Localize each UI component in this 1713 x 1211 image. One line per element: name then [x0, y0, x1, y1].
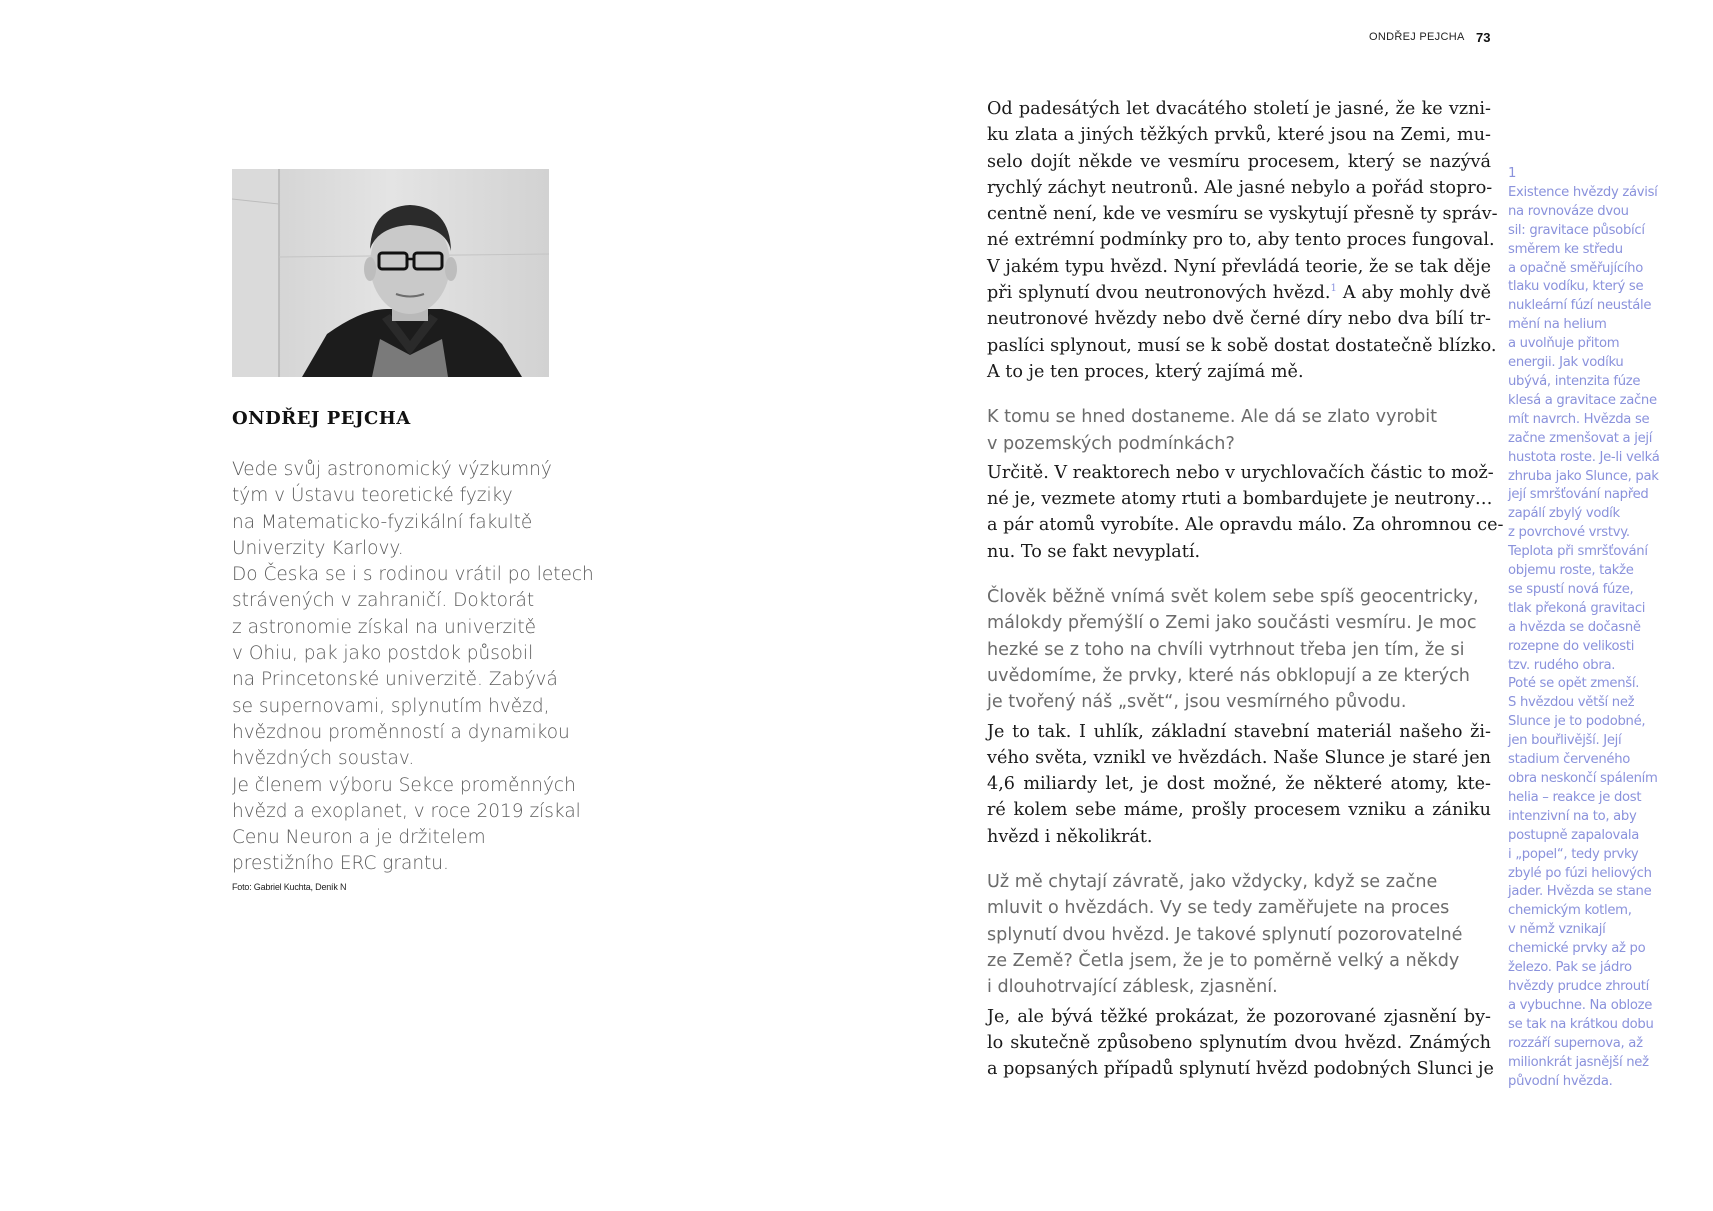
sidenote-line: hvězdy prudce zhroutí: [1508, 978, 1650, 994]
sidenote-line: v němž vznikají: [1508, 922, 1606, 938]
text-line: K tomu se hned dostaneme. Ale dá se zlato vyrobit: [987, 407, 1438, 428]
text-line: mluvit o hvězdách. Vy se tedy zaměřujete na proces: [987, 898, 1450, 919]
text-line: Člověk běžně vnímá svět kolem sebe spíš geocentricky,: [987, 587, 1479, 608]
bio-line: tým v Ústavu teoretické fyziky: [232, 485, 513, 507]
author-name-heading: ONDŘEJ PEJCHA: [232, 408, 411, 429]
sidenote-line: postupně zapalovala: [1508, 827, 1639, 843]
text-line: lo skutečně způsobeno splynutím dvou hvězd. Známých: [987, 1032, 1491, 1053]
text-line: splynutí dvou hvězd. Je takové splynutí pozorovatelné: [987, 924, 1463, 945]
sidenote-line: tlak překoná gravitaci: [1508, 600, 1646, 616]
sidenote-line: obra neskončí spálením: [1508, 771, 1658, 786]
answer-paragraph: [987, 96, 1498, 385]
sidenote-line: a vybuchne. Na obloze: [1508, 997, 1653, 1013]
text-line: centně není, kde ve vesmíru se vyskytují přesně ty správ-: [987, 204, 1498, 225]
sidenote-line: se tak na krátkou dobu: [1508, 1016, 1654, 1032]
sidenote-line: chemické prvky až po: [1508, 941, 1646, 957]
bio-line: hvězd a exoplanet, v roce 2019 získal: [232, 800, 581, 822]
sidenote-line: původní hvězda.: [1508, 1073, 1613, 1089]
sidenote-line: Slunce je to podobné,: [1508, 714, 1646, 730]
sidenote-line: hustota roste. Je-li velká: [1508, 449, 1660, 465]
text-line: uvědomíme, že prvky, které nás obklopují a ze kterých: [987, 665, 1470, 686]
sidenote-line: i „popel“, tedy prvky: [1508, 846, 1639, 862]
sidenote-line: Existence hvězdy závisí: [1508, 184, 1658, 200]
sidenote-line: začne zmenšovat a její: [1508, 430, 1653, 446]
sidenote-line: objemu roste, takže: [1508, 563, 1634, 579]
sidenote-line: zapálí zbylý vodík: [1508, 506, 1620, 522]
sidenote-line: nukleární fúzí neustále: [1508, 298, 1652, 314]
bio-line: hvězdných soustav.: [232, 748, 415, 770]
author-bio: [232, 457, 612, 878]
answer-paragraph: [987, 460, 1504, 565]
text-line: selo dojít někde ve vesmíru procesem, který se nazývá: [987, 151, 1491, 172]
text-line: A to je ten proces, který zajímá mě.: [987, 361, 1304, 382]
text-line: Už mě chytají závratě, jako vždycky, když se začne: [987, 872, 1438, 893]
text-line: né je, vezmete atomy rtuti a bombardujete je neutrony…: [987, 489, 1493, 510]
sidenote-line: intenzivní na to, aby: [1508, 808, 1637, 824]
sidenote-line: mění na helium: [1508, 317, 1607, 333]
bio-line: na Princetonské univerzitě. Zabývá: [232, 669, 558, 691]
text-line: hezké se z toho na chvíli vytrhnout třeba jen tím, že si: [987, 639, 1465, 660]
sidenote-line: a hvězda se dočasně: [1508, 619, 1641, 635]
sidenote-line: z povrchové vrstvy.: [1508, 525, 1630, 541]
sidenote-line: směrem ke středu: [1508, 241, 1623, 257]
sidenote-line: tlaku vodíku, který se: [1508, 279, 1644, 295]
sidenote-line: tzv. rudého obra.: [1508, 657, 1616, 673]
text-line: ku zlata a jiných těžkých prvků, které jsou na Zemi, mu-: [987, 125, 1491, 146]
sidenote-line: milionkrát jasnější než: [1508, 1054, 1649, 1070]
sidenote-line: zhruba jako Slunce, pak: [1508, 468, 1659, 484]
text-line: ré kolem sebe máme, prošly procesem vzniku a zániku: [987, 800, 1491, 821]
text-line: málokdy přemýšlí o Zemi jako součásti vesmíru. Je moc: [987, 613, 1477, 634]
article-column: [987, 96, 1504, 1082]
sidenote-line: mít navrch. Hvězda se: [1508, 411, 1650, 427]
sidenote-line: Teplota při smršťování: [1508, 544, 1648, 560]
text-line: neutronové hvězdy nebo dvě černé díry nebo dva bílí tr-: [987, 309, 1491, 330]
text-line: Je, ale bývá těžké prokázat, že pozorované zjasnění by-: [987, 1006, 1491, 1027]
sidenote-line: se spustí nová fúze,: [1508, 581, 1634, 597]
text-line: paslíci splynout, musí se k sobě dostat dostatečně blízko.: [987, 335, 1497, 356]
text-line: i dlouhotrvající záblesk, zjasnění.: [987, 977, 1278, 998]
bio-line: na Matematicko-fyzikální fakultě: [232, 511, 533, 533]
bio-line: z astronomie získal na univerzitě: [232, 616, 536, 638]
question-paragraph: [987, 404, 1491, 457]
text-line: [987, 280, 1491, 306]
sidenote-line: železo. Pak se jádro: [1508, 960, 1632, 976]
sidenote-line: energii. Jak vodíku: [1508, 355, 1624, 371]
bio-line: Univerzity Karlovy.: [232, 537, 404, 559]
sidenote-line: ubývá, intenzita fúze: [1508, 373, 1641, 389]
answer-paragraph: [987, 1004, 1494, 1083]
sidenote-line: stadium červeného: [1508, 752, 1631, 768]
portrait-image-icon: [232, 169, 549, 377]
sidenote-line: jen bouřlivější. Její: [1508, 733, 1622, 749]
sidenote-line: a opačně směřujícího: [1508, 260, 1643, 276]
text-segment: při splynutí dvou neutronových hvězd.: [987, 283, 1331, 304]
footnote-reference[interactable]: 1: [1330, 283, 1337, 295]
bio-line: strávených v zahraničí. Doktorát: [232, 590, 535, 612]
text-line: v pozemských podmínkách?: [987, 433, 1235, 454]
text-line: 4,6 miliardy let, je dost možné, že některé atomy, kte-: [987, 774, 1491, 795]
sidenote-number: 1: [1508, 166, 1517, 181]
text-line: Určitě. V reaktorech nebo v urychlovačích částic to mož-: [987, 462, 1494, 483]
bio-line: Do Česka se i s rodinou vrátil po letech: [232, 564, 594, 586]
text-line: hvězd i několikrát.: [987, 826, 1153, 847]
bio-line: se supernovami, splynutím hvězd,: [232, 695, 550, 717]
author-portrait-photo: [232, 169, 549, 377]
bio-line: hvězdnou proměnností a dynamikou: [232, 721, 570, 743]
text-line: Je to tak. I uhlík, základní stavební materiál našeho ži-: [987, 721, 1491, 742]
sidenote-line: na rovnováze dvou: [1508, 203, 1629, 219]
sidenote-line: S hvězdou větší než: [1508, 695, 1635, 711]
sidenote-footnote-1: [1508, 165, 1663, 1091]
sidenote-line: sil: gravitace působící: [1508, 222, 1645, 238]
text-line: je tvořený náš „svět“, jsou vesmírného původu.: [987, 692, 1407, 713]
question-paragraph: [987, 869, 1491, 1000]
sidenote-line: chemickým kotlem,: [1508, 903, 1632, 919]
bio-line: v Ohiu, pak jako postdok působil: [232, 643, 534, 665]
sidenote-line: rozepne do velikosti: [1508, 638, 1635, 654]
bio-line: Je členem výboru Sekce proměnných: [232, 774, 576, 796]
text-line: Od padesátých let dvacátého století je jasné, že ke vzni-: [987, 99, 1491, 119]
sidenote-line: a uvolňuje přitom: [1508, 336, 1620, 352]
question-paragraph: [987, 584, 1491, 715]
text-line: vého světa, vznikl ve hvězdách. Naše Slunce je staré jen: [987, 747, 1491, 768]
text-line: nu. To se fakt nevyplatí.: [987, 541, 1201, 562]
text-line: ze Země? Četla jsem, že je to poměrně velký a někdy: [987, 950, 1460, 971]
running-head-title: ONDŘEJ PEJCHA: [1369, 31, 1465, 43]
page-number: 73: [1476, 30, 1491, 45]
sidenote-line: klesá a gravitace začne: [1508, 392, 1657, 408]
sidenote-line: jader. Hvězda se stane: [1508, 884, 1652, 900]
bio-line: Vede svůj astronomický výzkumný: [232, 459, 552, 480]
answer-paragraph: [987, 719, 1491, 850]
text-line: V jakém typu hvězd. Nyní převládá teorie, že se tak děje: [987, 256, 1491, 277]
bio-line: Cenu Neuron a je držitelem: [232, 827, 486, 849]
text-line: a popsaných případů splynutí hvězd podobných Slunci je: [987, 1059, 1494, 1080]
sidenote-line: Poté se opět zmenší.: [1508, 676, 1640, 692]
text-line: a pár atomů vyrobíte. Ale opravdu málo. Za ohromnou ce-: [987, 515, 1504, 536]
sidenote-line: helia – reakce je dost: [1508, 789, 1642, 805]
sidenote-line: její smršťování napřed: [1508, 487, 1649, 503]
sidenote-line: rozzáří supernova, až: [1508, 1035, 1643, 1051]
text-segment: A aby mohly dvě: [1336, 283, 1491, 304]
photo-credit: Foto: Gabriel Kuchta, Deník N: [232, 882, 347, 892]
text-line: rychlý záchyt neutronů. Ale jasné nebylo a pořád stopro-: [987, 177, 1493, 198]
bio-line: prestižního ERC grantu.: [232, 853, 449, 875]
text-line: né extrémní podmínky pro to, aby tento proces fungoval.: [987, 230, 1495, 251]
sidenote-line: zbylé po fúzi heliových: [1508, 865, 1652, 881]
